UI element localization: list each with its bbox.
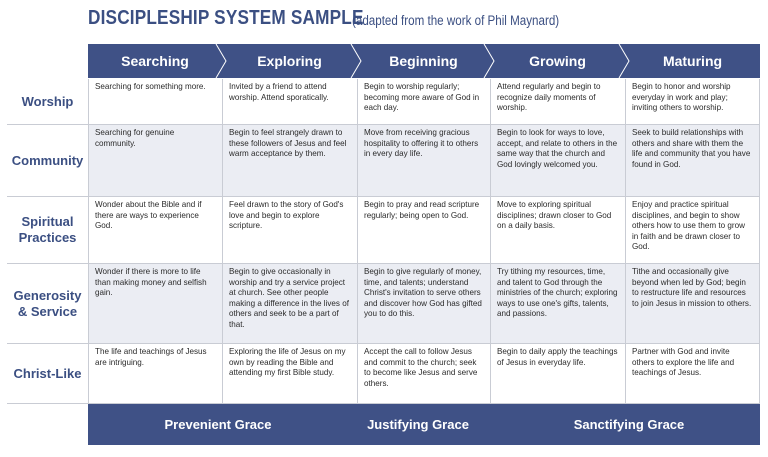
table-cell: Begin to daily apply the teachings of Jesus in everyday life. [490, 344, 625, 404]
table-cell: Begin to feel strangely drawn to these followers of Jesus and feel warm acceptance by them. [222, 125, 357, 197]
stage-label: Beginning [389, 53, 458, 69]
chevron-divider-icon [214, 44, 228, 78]
title-main: DISCIPLESHIP SYSTEM SAMPLE [88, 7, 364, 29]
table-cell: Wonder if there is more to life than making money and selfish gain. [88, 264, 222, 344]
stage-header-bar [88, 44, 760, 78]
stage-label: Maturing [662, 53, 723, 69]
table-cell: Exploring the life of Jesus on my own by reading the Bible and attending my first Bible study. [222, 344, 357, 404]
table-cell: Wonder about the Bible and if there are ways to experience God. [88, 197, 222, 264]
table-row-spiritual-practices [88, 197, 760, 264]
table-cell: Searching for something more. [88, 79, 222, 125]
table-row-worship [88, 79, 760, 125]
row-label-community: Community [7, 125, 88, 197]
table-cell: Searching for genuine community. [88, 125, 222, 197]
row-label-christ-like: Christ-Like [7, 344, 88, 404]
stage-label: Growing [529, 53, 586, 69]
title-subtitle: (adapted from the work of Phil Maynard) [352, 13, 560, 28]
table-row-community [88, 125, 760, 197]
page-title [88, 7, 560, 39]
table-cell: Begin to honor and worship everyday in work and play; inviting others to worship. [625, 79, 760, 125]
grace-sanctifying: Sanctifying Grace [573, 417, 685, 432]
table-cell: Begin to give regularly of money, time, and talents; understand Christ's invitation to serve others and discover how God has gifted you to do this. [357, 264, 490, 344]
table-cell: Attend regularly and begin to recognize daily moments of worship. [490, 79, 625, 125]
table-cell: Move from receiving gracious hospitality to offering it to others in every day life. [357, 125, 490, 197]
table-row-generosity-service [88, 264, 760, 344]
stage-growing [490, 44, 625, 78]
table-cell: Begin to give occasionally in worship and try a service project at church. See other people making a difference in the lives of others and seek to be a part of that. [222, 264, 357, 344]
table-cell: Partner with God and invite others to explore the life and teachings of Jesus. [625, 344, 760, 404]
table-cell: Begin to pray and read scripture regularly; being open to God. [357, 197, 490, 264]
stage-maturing [625, 44, 760, 78]
stage-exploring [222, 44, 357, 78]
grace-justifying: Justifying Grace [367, 417, 469, 432]
row-label-spiritual-practices: Spiritual Practices [7, 197, 88, 264]
table-cell: Tithe and occasionally give beyond when led by God; begin to restructure life and resources to join Jesus in mission to others. [625, 264, 760, 344]
table-cell: Seek to build relationships with others and share with them the life and community that you have found in God. [625, 125, 760, 197]
chevron-divider-icon [617, 44, 631, 78]
grace-footer-bar [88, 404, 760, 445]
table-cell: Enjoy and practice spiritual disciplines, and begin to show others how to use them to grow in faith and be drawn closer to God. [625, 197, 760, 264]
table-cell: The life and teachings of Jesus are intriguing. [88, 344, 222, 404]
table-cell: Feel drawn to the story of God's love and begin to explore scripture. [222, 197, 357, 264]
stage-label: Exploring [257, 53, 322, 69]
stage-label: Searching [121, 53, 189, 69]
chevron-divider-icon [349, 44, 363, 78]
stage-searching [88, 44, 222, 78]
table-row-christ-like [88, 344, 760, 404]
row-label-generosity-service: Generosity & Service [7, 264, 88, 344]
table-cell: Begin to worship regularly; becoming more aware of God in each day. [357, 79, 490, 125]
stage-beginning [357, 44, 490, 78]
table-cell: Try tithing my resources, time, and talent to God through the ministries of the church; exploring ways to use one's gifts, talents, and passions. [490, 264, 625, 344]
table-cell: Move to exploring spiritual disciplines; drawn closer to God on a daily basis. [490, 197, 625, 264]
row-label-worship: Worship [7, 79, 88, 125]
grace-prevenient: Prevenient Grace [164, 417, 272, 432]
chevron-divider-icon [482, 44, 496, 78]
table-cell: Accept the call to follow Jesus and commit to the church; seek to become like Jesus and serve others. [357, 344, 490, 404]
table-cell: Invited by a friend to attend worship. Attend sporatically. [222, 79, 357, 125]
table-cell: Begin to look for ways to love, accept, and relate to others in the same way that the church and God lovingly welcomed you. [490, 125, 625, 197]
